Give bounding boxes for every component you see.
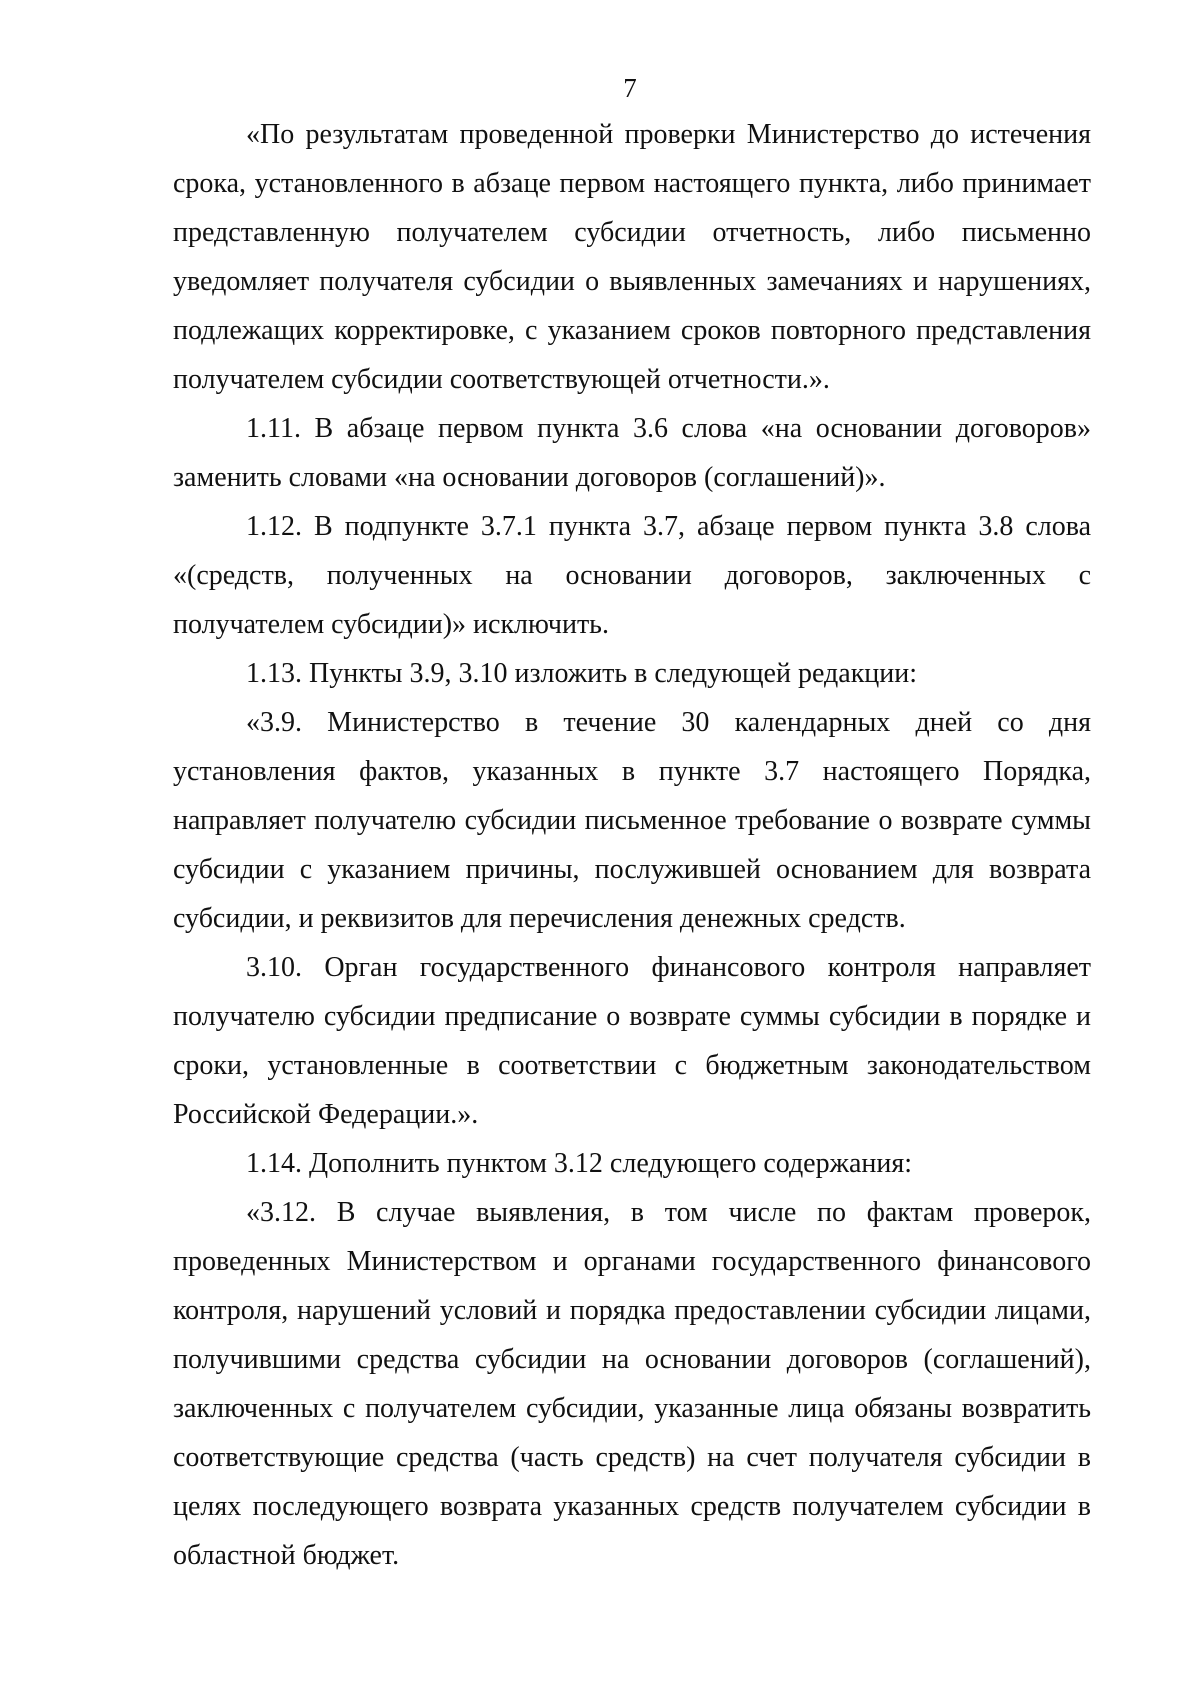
paragraph-3-12: «3.12. В случае выявления, в том числе по фактам проверок, проведенных Министерством и органами государственного финансового контроля, нарушений условий и порядка предоставлении субсидии лицами, получившими средства субсидии на основании договоров (соглашений), заключенных с получателем субсидии, указанные лица обязаны возвратить соответствующие средства (часть средств) на счет получателя субсидии в целях последующего возврата указанных средств получателем субсидии в областной бюджет.: [173, 1197, 1091, 1571]
paragraph-1-11: 1.11. В абзаце первом пункта 3.6 слова «на основании договоров» заменить словами «на основании договоров (соглашений)».: [173, 413, 1091, 493]
paragraph-1-14: 1.14. Дополнить пунктом 3.12 следующего содержания:: [246, 1148, 913, 1179]
paragraph-3-9: «3.9. Министерство в течение 30 календарных дней со дня установления фактов, указанных в пункте 3.7 настоящего Порядка, направляет получателю субсидии письменное требование о возврате суммы субсидии с указанием причины, послужившей основанием для возврата субсидии, и реквизитов для перечисления денежных средств.: [173, 707, 1091, 934]
document-body: [173, 110, 1091, 1580]
paragraph-report-check-result: «По результатам проведенной проверки Министерство до истечения срока, установленного в абзаце первом настоящего пункта, либо принимает представленную получателем субсидии отчетность, либо письменно уведомляет получателя субсидии о выявленных замечаниях и нарушениях, подлежащих корректировке, с указанием сроков повторного представления получателем субсидии соответствующей отчетности.».: [173, 119, 1091, 395]
page-number: 7: [623, 73, 637, 103]
paragraph-1-12: 1.12. В подпункте 3.7.1 пункта 3.7, абзаце первом пункта 3.8 слова «(средств, полученных на основании договоров, заключенных с получателем субсидии)» исключить.: [173, 511, 1091, 640]
paragraph-1-13: 1.13. Пункты 3.9, 3.10 изложить в следующей редакции:: [246, 658, 918, 689]
paragraph-3-10: 3.10. Орган государственного финансового контроля направляет получателю субсидии предписание о возврате суммы субсидии в порядке и сроки, установленные в соответствии с бюджетным законодательством Российской Федерации.».: [173, 952, 1091, 1130]
